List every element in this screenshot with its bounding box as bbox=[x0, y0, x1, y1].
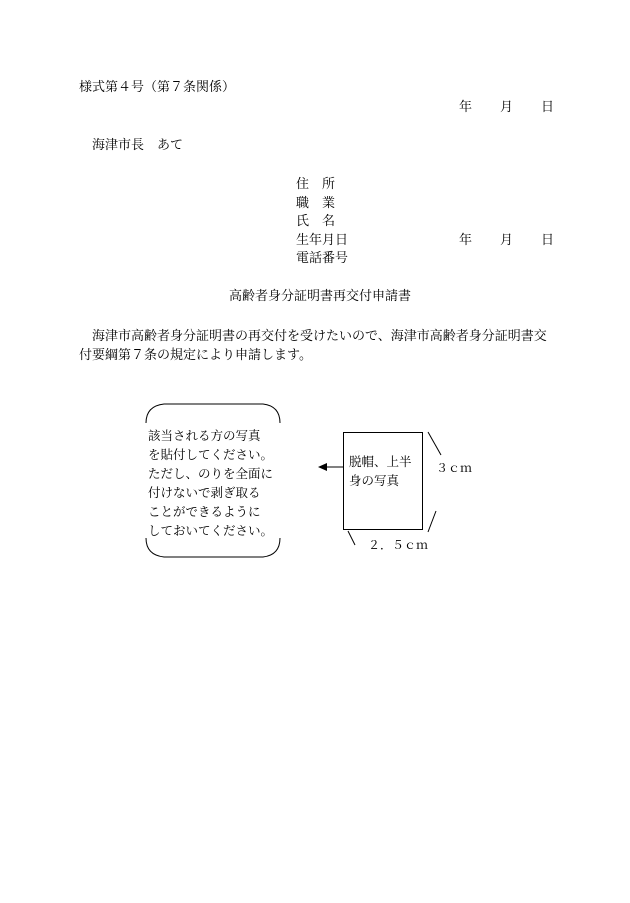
phone-label: 電話番号 bbox=[296, 251, 349, 266]
birth-month-label: 月 bbox=[500, 233, 514, 248]
birthdate-label: 生年月日 bbox=[296, 233, 349, 248]
width-dim-left bbox=[348, 531, 355, 545]
instruction-bracket-bottom bbox=[146, 538, 280, 557]
document-title: 高齢者身分証明書再交付申請書 bbox=[229, 289, 412, 304]
date-month-label: 月 bbox=[500, 100, 514, 115]
birth-day-label: 日 bbox=[541, 233, 555, 248]
occupation-label: 職 業 bbox=[296, 196, 336, 211]
photo-note-line: しておいてください。 bbox=[148, 523, 274, 538]
name-label: 氏 名 bbox=[296, 214, 336, 229]
form-number: 様式第４号（第７条関係） bbox=[79, 80, 236, 95]
height-dim-top bbox=[428, 432, 441, 455]
body-line-1: 海津市高齢者身分証明書の再交付を受けたいので、海津市高齢者身分証明書交 bbox=[92, 329, 547, 344]
date-year-label: 年 bbox=[459, 100, 473, 115]
arrow-head bbox=[318, 463, 327, 471]
photo-note-line: ことができるように bbox=[148, 504, 261, 519]
address-label: 住 所 bbox=[296, 177, 336, 192]
height-dimension: ３ｃｍ bbox=[436, 461, 473, 475]
height-dim-bottom bbox=[428, 511, 436, 532]
birth-year-label: 年 bbox=[459, 233, 473, 248]
photo-label-line-2: 身の写真 bbox=[349, 473, 400, 488]
photo-note-line: ただし、のりを全面に bbox=[148, 466, 274, 481]
photo-note-line: 付けないで剥ぎ取る bbox=[148, 485, 261, 500]
instruction-bracket-top bbox=[146, 404, 280, 423]
date-day-label: 日 bbox=[541, 100, 555, 115]
photo-note-line: を貼付してください。 bbox=[148, 447, 274, 462]
photo-note-line: 該当される方の写真 bbox=[148, 428, 261, 443]
width-dimension: ２．５ｃｍ bbox=[368, 538, 429, 552]
addressee: 海津市長 あて bbox=[92, 138, 184, 153]
body-line-2: 付要綱第７条の規定により申請します。 bbox=[79, 348, 312, 363]
photo-label-line-1: 脱帽、上半 bbox=[349, 454, 412, 469]
